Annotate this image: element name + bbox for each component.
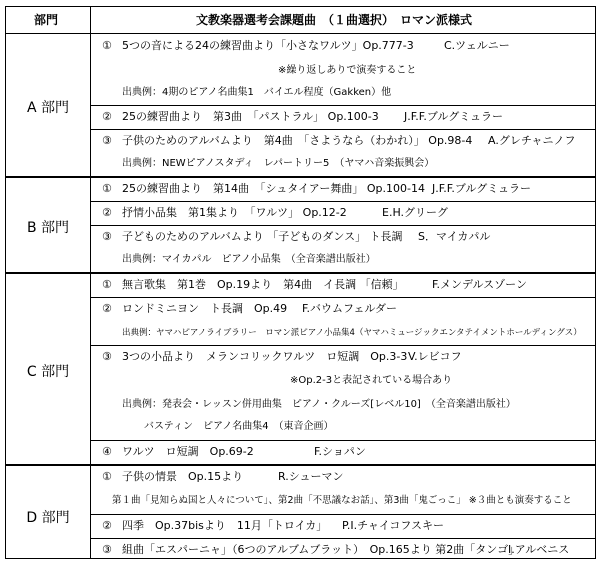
item-number: ② [102, 206, 112, 219]
composer: F.ショパン [314, 445, 366, 458]
row-divider [91, 225, 595, 226]
piece-title: 四季 Op.37bisより 11月「トロイカ」 [122, 519, 328, 532]
section-divider-cd [6, 464, 595, 466]
composer: J.F.F.ブルグミュラー [432, 182, 531, 195]
piece-title: ロンドミニヨン ト長調 Op.49 [122, 302, 288, 315]
composer: P.I.チャイコフスキー [342, 519, 444, 532]
repertoire-table [5, 6, 596, 559]
item-number: ① [102, 278, 112, 291]
piece-title: 3つの小品より メランコリックワルツ ロ短調 Op.3-3 [122, 350, 408, 363]
piece-title: 25の練習曲より 第3曲 「パストラル」 Op.100-3 [122, 110, 379, 123]
item-number: ③ [102, 543, 112, 556]
item-number: ④ [102, 445, 112, 458]
row-divider [91, 129, 595, 130]
composer: S．マイカパル [418, 230, 491, 243]
composer: J.F.F.ブルグミュラー [404, 110, 503, 123]
performance-note: ※繰り返しありで演奏すること [278, 65, 417, 76]
piece-title: ワルツ ロ短調 Op.69-2 [122, 445, 254, 458]
piece-title: 25の練習曲より 第14曲 「シュタイアー舞曲」 Op.100-14 [122, 182, 425, 195]
item-number: ② [102, 110, 112, 123]
source-example: バスティン ピアノ名曲集4 （東音企画） [144, 421, 334, 432]
piece-title: 抒情小品集 第1集より 「ワルツ」 Op.12-2 [122, 206, 347, 219]
section-c-label: C 部門 [26, 364, 70, 380]
row-divider [91, 201, 595, 202]
composer: E.H.グリーグ [382, 206, 449, 219]
section-a-label: A 部門 [26, 100, 70, 116]
row-divider [91, 538, 595, 539]
composer: F.メンデルスゾーン [432, 278, 527, 291]
row-divider [91, 514, 595, 515]
composer: F.バウムフェルダー [302, 302, 397, 315]
item-number: ② [102, 519, 112, 532]
source-example: 出典例：4期のピアノ名曲集1 バイエル程度（Gakken）他 [122, 87, 392, 98]
header-title: 文教楽器選考会課題曲 （１曲選択） ロマン派様式 [196, 13, 473, 27]
item-number: ① [102, 470, 112, 483]
item-number: ② [102, 302, 112, 315]
piece-title: 子供のためのアルバムより 第4曲 「さようなら（わかれ）」 Op.98-4 [122, 134, 473, 147]
row-divider [91, 345, 595, 346]
piece-title: 子どものためのアルバムより 「子どものダンス」 ト長調 [122, 230, 403, 243]
section-divider-bc [6, 272, 595, 274]
piece-title: 5つの音による24の練習曲より「小さなワルツ」Op.777-3 [122, 39, 414, 52]
row-divider [91, 105, 595, 106]
source-example: 出典例：ヤマハピアノライブラリー ロマン派ピアノ小品集4（ヤマハミュージックエンタテイメントホールディングス） [122, 328, 582, 338]
column-divider [90, 7, 91, 558]
composer: V.レビコフ [408, 350, 462, 363]
performance-note: ※Op.2-3と表記されている場合あり [290, 375, 453, 386]
section-divider-ab [6, 176, 595, 178]
piece-title: 組曲「エスパーニャ」（6つのアルブムブラット） Op.165より 第2曲「タンゴ」 [122, 543, 520, 556]
composer: C.ツェルニー [444, 39, 510, 52]
header-dept: 部門 [34, 13, 59, 27]
source-example: 出典例：発表会・レッスン併用曲集 ピアノ・クルーズ[レベル10] （全音楽譜出版社） [122, 399, 516, 410]
row-divider [91, 297, 595, 298]
table-header [6, 7, 595, 34]
source-example: 出典例：マイカパル ピアノ小品集 （全音楽譜出版社） [122, 254, 376, 265]
performance-note: 第１曲「見知らぬ国と人々について」、第2曲「不思議なお話」、第3曲「鬼ごっこ」 ※３曲とも演奏すること [112, 495, 572, 506]
piece-title: 子供の情景 Op.15より [122, 470, 244, 483]
item-number: ① [102, 39, 112, 52]
item-number: ③ [102, 134, 112, 147]
composer: A.グレチャニノフ [488, 134, 576, 147]
piece-title: 無言歌集 第1巻 Op.19より 第4曲 イ長調 「信頼」 [122, 278, 404, 291]
source-example: 出典例：NEWピアノスタディ レパートリー5 （ヤマハ音楽振興会） [122, 158, 435, 169]
row-divider [91, 440, 595, 441]
item-number: ① [102, 182, 112, 195]
composer: I.アルベニス [508, 543, 570, 556]
item-number: ③ [102, 230, 112, 243]
composer: R.シューマン [278, 470, 344, 483]
item-number: ③ [102, 350, 112, 363]
section-b-label: B 部門 [26, 220, 70, 236]
section-d-label: D 部門 [26, 510, 70, 526]
